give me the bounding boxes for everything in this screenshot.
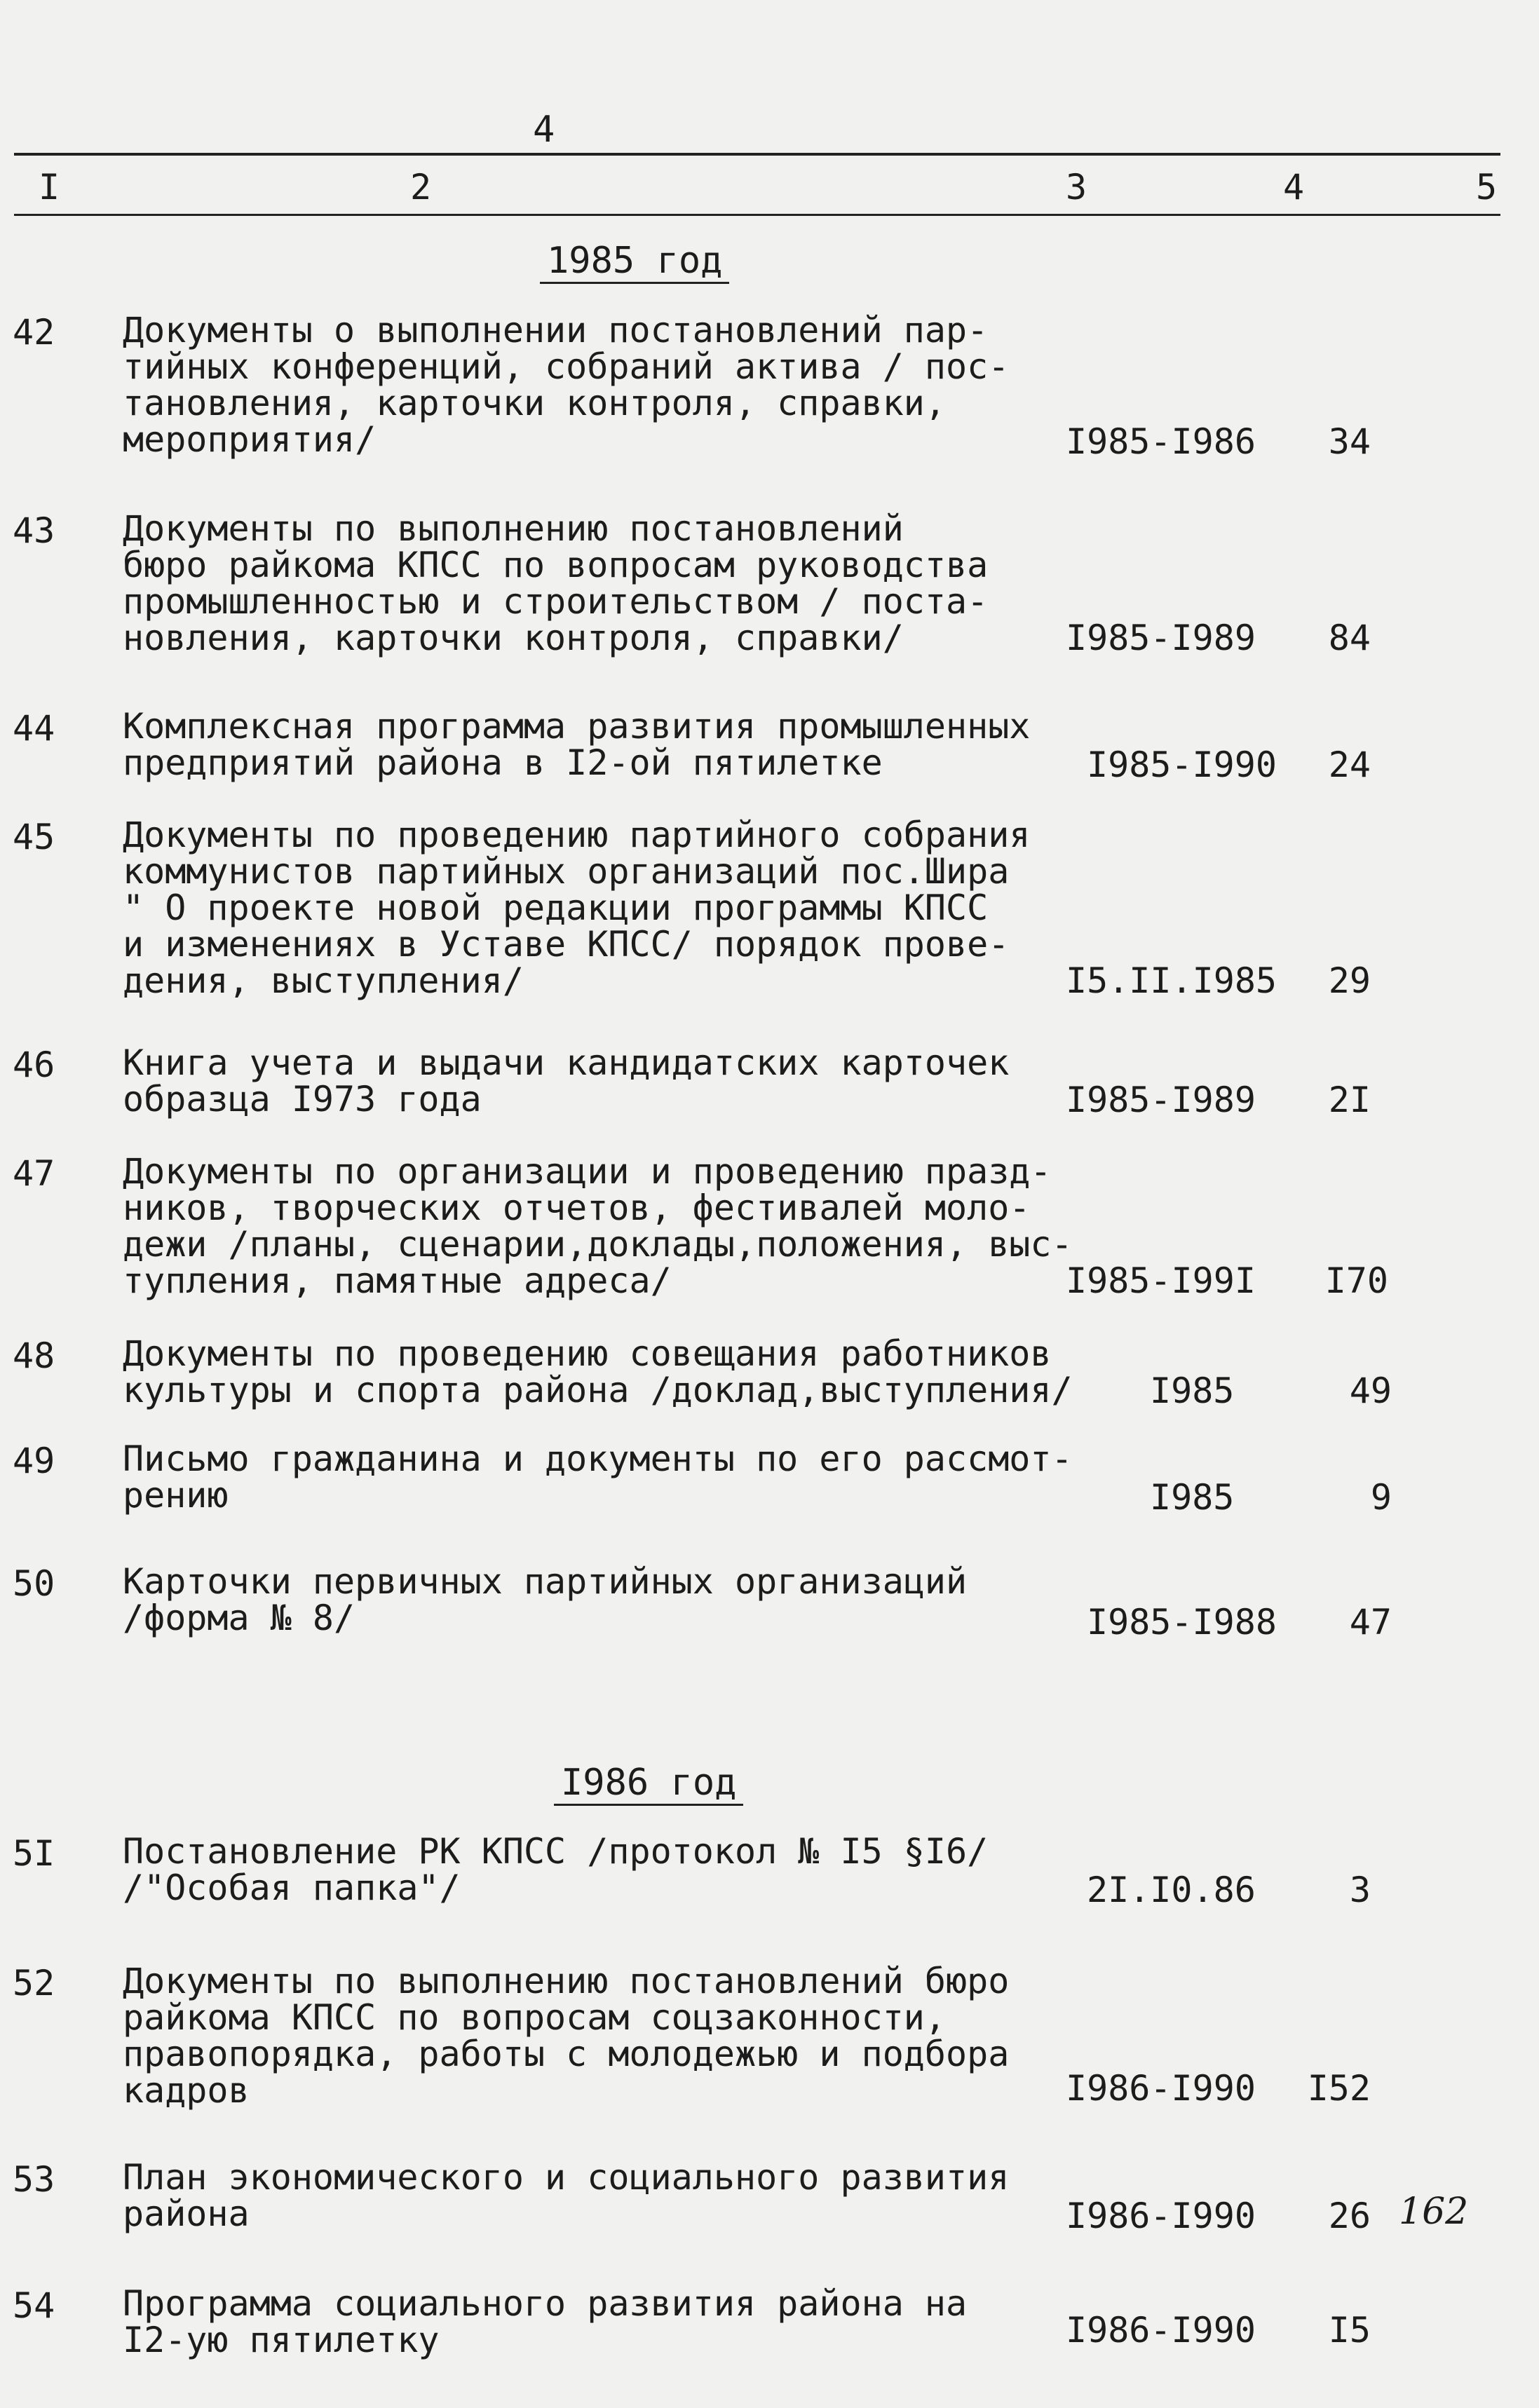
- year-heading-1985: 1985 год: [540, 240, 729, 282]
- item-number: 49: [13, 1441, 55, 1481]
- item-title: Документы по выполнению постановлений бюро райкома КПСС по вопросам соцзаконности, правопорядка, работы с молодежью и подбора кадров: [123, 1961, 1010, 2111]
- item-title: Документы по проведению партийного собрания коммунистов партийных организаций пос.Шира " О проекте новой редакции программы КПСС и изменениях в Уставе КПСС/ порядок прове- дения, выступления/: [123, 815, 1031, 1001]
- item-dates: I985-I990: [1087, 744, 1277, 785]
- item-number: 46: [13, 1045, 55, 1085]
- year-heading-1986: I986 год: [554, 1762, 743, 1804]
- item-title: Письмо гражданина и документы по его рассмот- рению: [123, 1438, 1073, 1516]
- item-title: План экономического и социального развития района: [123, 2157, 1010, 2234]
- page-number: 4: [533, 109, 555, 151]
- item-dates: I985-I989: [1066, 1080, 1256, 1120]
- item-sheets: 26: [1328, 2196, 1371, 2236]
- item-sheets: 3: [1349, 1870, 1371, 1910]
- item-title: Комплексная программа развития промышленных предприятий района в I2-ой пятилетке: [123, 706, 1031, 783]
- item-title: Документы по проведению совещания работников культуры и спорта района /доклад,выступления/: [123, 1333, 1073, 1410]
- column-number-5: 5: [1476, 167, 1498, 208]
- item-number: 52: [13, 1963, 55, 2004]
- item-sheets: I70: [1324, 1260, 1388, 1301]
- item-number: 45: [13, 817, 55, 857]
- item-dates: I986-I990: [1066, 2196, 1256, 2236]
- item-dates: I985-I986: [1066, 421, 1256, 462]
- item-number: 43: [13, 510, 55, 551]
- item-dates: I985-I988: [1087, 1602, 1277, 1642]
- column-number-1: I: [39, 167, 60, 208]
- item-number: 42: [13, 312, 55, 353]
- item-number: 48: [13, 1335, 55, 1376]
- item-title: Постановление РК КПСС /протокол № I5 §I6/ /"Особая папка"/: [123, 1831, 989, 1908]
- item-sheets: I52: [1307, 2068, 1371, 2109]
- column-number-2: 2: [410, 167, 432, 208]
- item-sheets: 9: [1370, 1477, 1392, 1518]
- item-dates: I985-I99I: [1066, 1260, 1256, 1301]
- item-dates: I5.II.I985: [1066, 960, 1277, 1001]
- item-sheets: 2I: [1328, 1080, 1371, 1120]
- item-sheets: 49: [1349, 1370, 1392, 1411]
- item-number: 5I: [13, 1833, 55, 1874]
- item-title: Документы по выполнению постановлений бюро райкома КПСС по вопросам руководства промышленностью и строительством / поста- новления, карточки контроля, справки/: [123, 508, 989, 658]
- item-dates: 2I.I0.86: [1087, 1870, 1256, 1910]
- handwritten-sheet-number: 162: [1399, 2191, 1469, 2233]
- item-dates: I986-I990: [1066, 2068, 1256, 2109]
- item-dates: I985: [1150, 1477, 1235, 1518]
- item-title: Книга учета и выдачи кандидатских карточек образца I973 года: [123, 1042, 1010, 1120]
- item-sheets: I5: [1328, 2310, 1371, 2351]
- item-title: Документы по организации и проведению празд- ников, творческих отчетов, фестивалей моло- дежи /планы, сценарии,доклады,положения, выс- тупления, памятные адреса/: [123, 1151, 1073, 1301]
- item-number: 54: [13, 2285, 55, 2326]
- item-number: 50: [13, 1563, 55, 1604]
- item-dates: I986-I990: [1066, 2310, 1256, 2351]
- item-title: Документы о выполнении постановлений пар- тийных конференций, собраний актива / пос- тановления, карточки контроля, справки, мероприятия/: [123, 310, 1010, 460]
- item-dates: I985-I989: [1066, 618, 1256, 658]
- column-number-4: 4: [1283, 167, 1305, 208]
- item-number: 53: [13, 2159, 55, 2200]
- header-rule: [14, 214, 1500, 216]
- item-number: 47: [13, 1153, 55, 1194]
- item-sheets: 24: [1328, 744, 1371, 785]
- item-number: 44: [13, 708, 55, 749]
- item-sheets: 29: [1328, 960, 1371, 1001]
- item-sheets: 47: [1349, 1602, 1392, 1642]
- item-sheets: 34: [1328, 421, 1371, 462]
- item-dates: I985: [1150, 1370, 1235, 1411]
- top-rule: [14, 153, 1500, 156]
- column-number-3: 3: [1066, 167, 1087, 208]
- item-title: Карточки первичных партийных организаций /форма № 8/: [123, 1561, 968, 1638]
- item-title: Программа социального развития района на I2-ую пятилетку: [123, 2283, 968, 2360]
- item-sheets: 84: [1328, 618, 1371, 658]
